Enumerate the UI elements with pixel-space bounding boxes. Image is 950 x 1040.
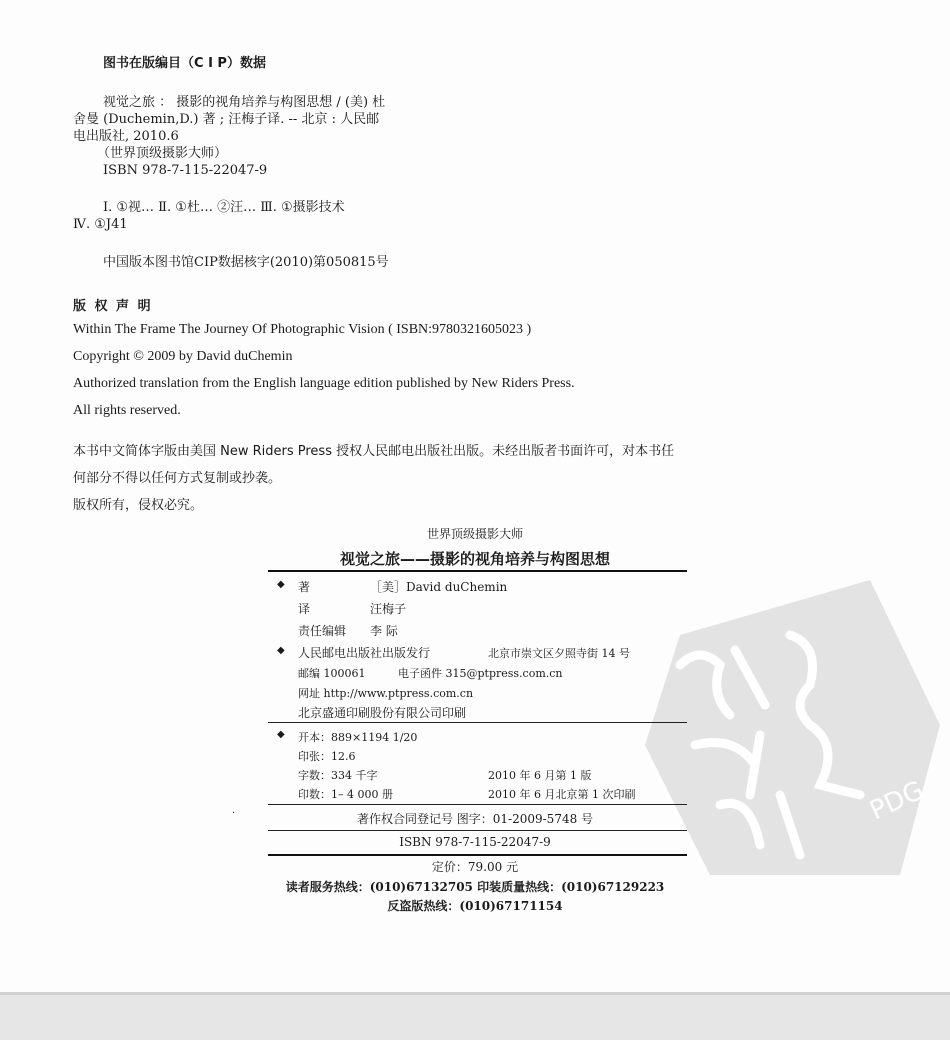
series-name: 世界顶级摄影大师 xyxy=(426,527,523,541)
contract-number: 著作权合同登记号 图字：01-2009-5748 号 xyxy=(356,812,594,826)
copyright-heading: 版 权 声 明 xyxy=(73,299,153,314)
printer: 北京盛通印刷股份有限公司印刷 xyxy=(298,706,467,720)
copyright-line: Copyright © 2009 by David duChemin xyxy=(73,349,293,364)
divider xyxy=(268,854,687,856)
copyright-notice: 何部分不得以任何方式复制或抄袭。 xyxy=(73,471,282,486)
copyright-line: Within The Frame The Journey Of Photographic Vision ( ISBN:9780321605023 ) xyxy=(73,322,532,337)
cip-line: （世界顶级摄影大师） xyxy=(97,146,228,161)
email: 电子函件 315@ptpress.com.cn xyxy=(398,667,563,680)
translator-name: 汪梅子 xyxy=(370,602,407,616)
bullet-icon: ◆ xyxy=(277,645,285,656)
cip-line: 舍曼 (Duchemin,D.) 著 ; 汪梅子译. -- 北京 : 人民邮 xyxy=(73,112,380,127)
publisher-address: 北京市崇文区夕照寺街 14 号 xyxy=(488,647,630,660)
cip-title: 图书在版编目（C I P）数据 xyxy=(103,56,266,71)
bullet-icon: ◆ xyxy=(277,729,285,740)
bullet-icon: ◆ xyxy=(277,579,285,590)
website: 网址 http://www.ptpress.com.cn xyxy=(298,687,474,700)
divider xyxy=(268,722,687,723)
cip-line: 电出版社, 2010.6 xyxy=(73,129,179,144)
editor-label: 责任编辑 xyxy=(298,624,347,638)
divider xyxy=(268,570,687,572)
anti-piracy-hotline: 反盗版热线：(010)67171154 xyxy=(387,899,563,913)
sheets: 印张：12.6 xyxy=(298,750,356,763)
editor-name: 李 际 xyxy=(370,624,398,638)
translator-label: 译 xyxy=(298,602,311,616)
author-name: ［美］David duChemin xyxy=(370,580,508,594)
edition: 2010 年 6 月第 1 版 xyxy=(488,769,592,782)
scan-background xyxy=(0,995,950,1040)
printing: 2010 年 6 月北京第 1 次印刷 xyxy=(488,788,636,801)
cip-data-number: 中国版本图书馆CIP数据核字(2010)第050815号 xyxy=(103,255,389,270)
divider xyxy=(268,830,687,831)
print-run: 印数：1– 4 000 册 xyxy=(298,788,393,801)
book-title: 视觉之旅——摄影的视角培养与构图思想 xyxy=(339,550,610,568)
copyright-line: All rights reserved. xyxy=(73,403,181,418)
cip-line: Ⅰ. ①视… Ⅱ. ①杜… ②汪… Ⅲ. ①摄影技术 xyxy=(103,200,345,215)
copyright-notice: 本书中文简体字版由美国 New Riders Press 授权人民邮电出版社出版。未经出版者书面许可，对本书任 xyxy=(73,444,675,459)
cip-line: ISBN 978-7-115-22047-9 xyxy=(103,163,268,178)
cip-line: 视觉之旅 ： 摄影的视角培养与构图思想 / (美) 杜 xyxy=(103,95,386,110)
service-hotlines: 读者服务热线：(010)67132705 印装质量热线：(010)67129223 xyxy=(285,880,665,894)
copyright-notice: 版权所有，侵权必究。 xyxy=(73,498,204,513)
postcode: 邮编 100061 xyxy=(298,667,366,680)
copyright-line: Authorized translation from the English language edition published by New Riders Press. xyxy=(73,376,575,391)
cip-line: Ⅳ. ①J41 xyxy=(73,217,128,232)
watermark-label: PDG xyxy=(865,775,929,827)
format: 开本：889×1194 1/20 xyxy=(298,731,418,744)
author-label: 著 xyxy=(298,580,311,594)
isbn: ISBN 978-7-115-22047-9 xyxy=(399,835,551,849)
scan-speck: · xyxy=(232,808,236,819)
publisher: 人民邮电出版社出版发行 xyxy=(298,646,431,660)
price: 定价：79.00 元 xyxy=(431,860,519,874)
word-count: 字数：334 千字 xyxy=(298,769,378,782)
divider xyxy=(268,804,687,805)
